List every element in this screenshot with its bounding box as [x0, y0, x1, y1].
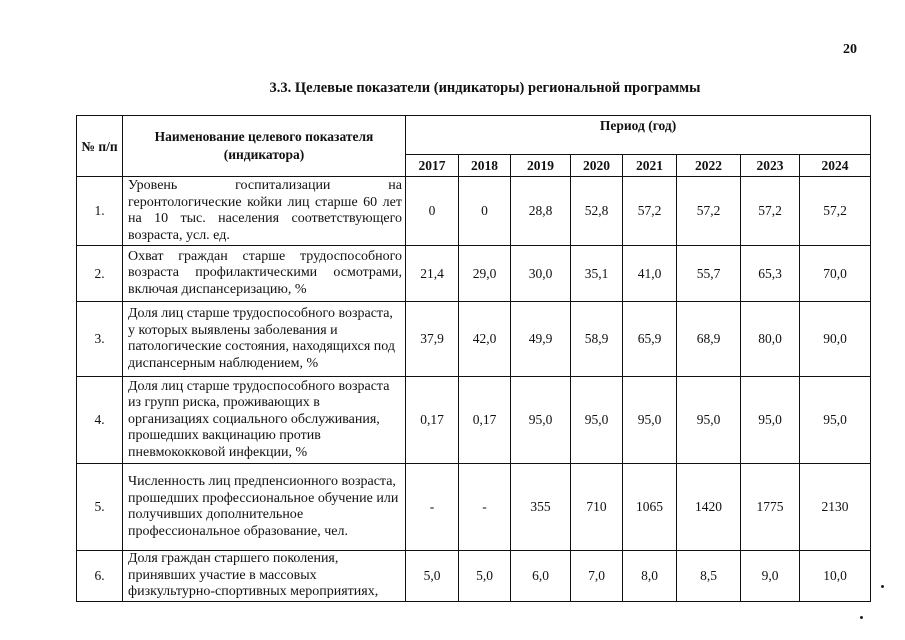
- margin-dot: [860, 616, 863, 619]
- table-row: [77, 551, 871, 602]
- indicator-value-2019: 30,0: [511, 246, 571, 302]
- indicator-value-2019: 6,0: [511, 551, 571, 602]
- indicator-value-2017: 0: [406, 177, 459, 246]
- indicator-value-2023: 65,3: [741, 246, 800, 302]
- indicator-value-2019: 49,9: [511, 302, 571, 377]
- indicator-value-2021: 57,2: [623, 177, 677, 246]
- indicator-value-2017: 37,9: [406, 302, 459, 377]
- indicator-value-2021: 65,9: [623, 302, 677, 377]
- indicator-value-2017: 21,4: [406, 246, 459, 302]
- indicator-name: Доля лиц старше трудоспособного возраста, у которых выявлены заболевания и патологические состояния, находящихся под диспансерным наблюдением, %: [123, 302, 406, 377]
- header-year-2023: 2023: [741, 155, 800, 177]
- indicator-value-2018: -: [459, 464, 511, 551]
- indicator-value-2017: 0,17: [406, 377, 459, 464]
- header-year-2024: 2024: [800, 155, 871, 177]
- row-number: 3.: [77, 302, 123, 377]
- header-num: № п/п: [77, 116, 123, 177]
- indicator-value-2023: 1775: [741, 464, 800, 551]
- header-year-2022: 2022: [677, 155, 741, 177]
- indicator-name: Доля лиц старше трудоспособного возраста из групп риска, проживающих в организациях социального обслуживания, прошедших вакцинацию против пневмококковой инфекции, %: [123, 377, 406, 464]
- indicator-value-2021: 8,0: [623, 551, 677, 602]
- indicator-value-2024: 70,0: [800, 246, 871, 302]
- indicator-value-2021: 41,0: [623, 246, 677, 302]
- indicator-value-2023: 57,2: [741, 177, 800, 246]
- indicator-value-2022: 57,2: [677, 177, 741, 246]
- indicator-value-2018: 5,0: [459, 551, 511, 602]
- indicator-value-2018: 29,0: [459, 246, 511, 302]
- indicator-value-2019: 95,0: [511, 377, 571, 464]
- indicator-value-2020: 95,0: [571, 377, 623, 464]
- indicator-value-2024: 95,0: [800, 377, 871, 464]
- indicator-value-2019: 355: [511, 464, 571, 551]
- indicator-value-2022: 95,0: [677, 377, 741, 464]
- indicator-name: Уровень госпитализации на геронтологические койки лиц старше 60 лет на 10 тыс. населения соответствующего возраста, усл. ед.: [123, 177, 406, 246]
- indicator-value-2023: 9,0: [741, 551, 800, 602]
- indicator-name: Охват граждан старше трудоспособного возраста профилактическими осмотрами, включая диспансеризацию, %: [123, 246, 406, 302]
- indicator-value-2024: 90,0: [800, 302, 871, 377]
- row-number: 5.: [77, 464, 123, 551]
- indicator-value-2020: 7,0: [571, 551, 623, 602]
- page-number: 20: [843, 42, 857, 57]
- table-row: [77, 177, 871, 246]
- indicator-value-2017: 5,0: [406, 551, 459, 602]
- indicator-value-2023: 80,0: [741, 302, 800, 377]
- indicator-value-2024: 57,2: [800, 177, 871, 246]
- indicator-value-2022: 55,7: [677, 246, 741, 302]
- table-row: [77, 302, 871, 377]
- header-year-2019: 2019: [511, 155, 571, 177]
- table-body: [77, 177, 871, 602]
- indicator-value-2021: 95,0: [623, 377, 677, 464]
- row-number: 6.: [77, 551, 123, 602]
- header-year-2020: 2020: [571, 155, 623, 177]
- row-number: 2.: [77, 246, 123, 302]
- header-year-2018: 2018: [459, 155, 511, 177]
- table-row: [77, 377, 871, 464]
- header-period: Период (год): [406, 116, 871, 155]
- table-row: [77, 246, 871, 302]
- indicators-table: [76, 115, 871, 602]
- indicator-value-2020: 710: [571, 464, 623, 551]
- table-row: [77, 464, 871, 551]
- indicator-value-2017: -: [406, 464, 459, 551]
- indicator-value-2018: 0,17: [459, 377, 511, 464]
- header-year-2021: 2021: [623, 155, 677, 177]
- indicator-value-2020: 35,1: [571, 246, 623, 302]
- row-number: 4.: [77, 377, 123, 464]
- indicator-value-2024: 2130: [800, 464, 871, 551]
- row-number: 1.: [77, 177, 123, 246]
- section-title: 3.3. Целевые показатели (индикаторы) региональной программы: [269, 80, 701, 96]
- indicator-value-2022: 68,9: [677, 302, 741, 377]
- indicator-value-2021: 1065: [623, 464, 677, 551]
- indicator-value-2020: 58,9: [571, 302, 623, 377]
- header-name: Наименование целевого показателя (индикатора): [123, 116, 406, 177]
- indicator-value-2018: 0: [459, 177, 511, 246]
- margin-dot: [881, 585, 884, 588]
- indicator-value-2019: 28,8: [511, 177, 571, 246]
- indicator-name: Доля граждан старшего поколения, принявших участие в массовых физкультурно-спортивных мероприятиях,: [123, 551, 406, 602]
- indicator-value-2018: 42,0: [459, 302, 511, 377]
- indicator-value-2022: 1420: [677, 464, 741, 551]
- header-year-2017: 2017: [406, 155, 459, 177]
- indicator-value-2022: 8,5: [677, 551, 741, 602]
- indicator-value-2020: 52,8: [571, 177, 623, 246]
- indicator-value-2023: 95,0: [741, 377, 800, 464]
- indicator-value-2024: 10,0: [800, 551, 871, 602]
- indicator-name: Численность лиц предпенсионного возраста, прошедших профессиональное обучение или получивших дополнительное профессиональное образование, чел.: [123, 464, 406, 551]
